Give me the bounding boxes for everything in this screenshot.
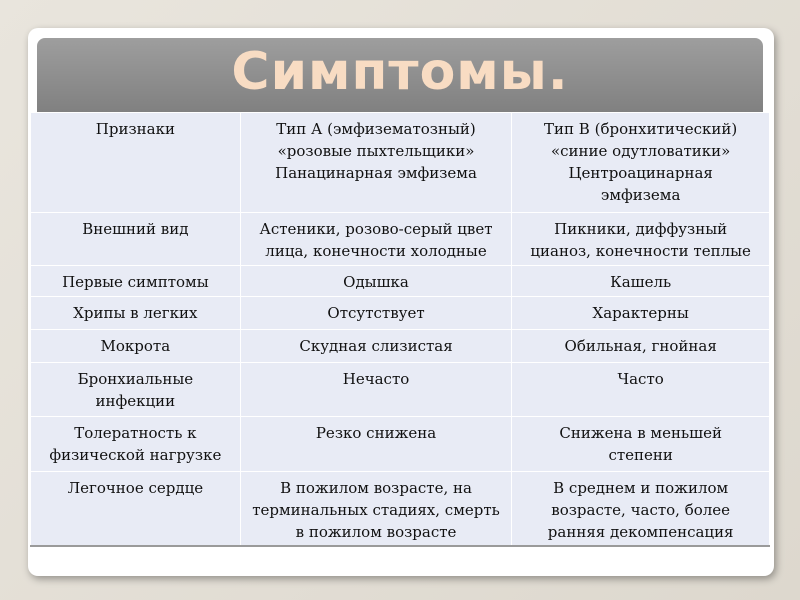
table-cell-col1: Признаки: [31, 113, 241, 213]
table-cell-col3: Обильная, гнойная: [512, 330, 770, 363]
table-cell-col3: Пикники, диффузный цианоз, конечности теплые: [512, 213, 770, 266]
table-cell-col3: Характерны: [512, 297, 770, 330]
table-cell-col2: Отсутствует: [240, 297, 512, 330]
table-cell-col2: Нечасто: [240, 363, 512, 417]
table-cell-col2: В пожилом возрасте, на терминальных стадиях, смерть в пожилом возрасте: [240, 472, 512, 546]
table-cell-col1: Хрипы в легких: [31, 297, 241, 330]
table-cell-col2: Астеники, розово-серый цвет лица, конечности холодные: [240, 213, 512, 266]
table-cell-col3: Снижена в меньшей степени: [512, 417, 770, 472]
table-row: [31, 266, 770, 297]
table-cell-col3: В среднем и пожилом возрасте, часто, более ранняя декомпенсация: [512, 472, 770, 546]
symptoms-table: [30, 112, 770, 546]
table-row: [31, 113, 770, 213]
table-cell-col1: Первые симптомы: [31, 266, 241, 297]
table-cell-col1: Внешний вид: [31, 213, 241, 266]
table-row: [31, 297, 770, 330]
table-bottom-line: [30, 545, 770, 547]
table-row: [31, 213, 770, 266]
table-cell-col1: Мокрота: [31, 330, 241, 363]
table-row: [31, 472, 770, 546]
table-cell-col2: Резко снижена: [240, 417, 512, 472]
table-row: [31, 330, 770, 363]
table-cell-col1: Бронхиальные инфекции: [31, 363, 241, 417]
table-row: [31, 417, 770, 472]
table-row: [31, 363, 770, 417]
table-cell-col1: Толератность к физической нагрузке: [31, 417, 241, 472]
table-cell-col3: Кашель: [512, 266, 770, 297]
table-cell-col3: Тип В (бронхитический) «синие одутловатики» Центроацинарная эмфизема: [512, 113, 770, 213]
table-cell-col1: Легочное сердце: [31, 472, 241, 546]
table-body: [31, 113, 770, 546]
table-cell-col3: Часто: [512, 363, 770, 417]
slide-title: Симптомы.: [231, 42, 569, 102]
table-cell-col2: Одышка: [240, 266, 512, 297]
table-cell-col2: Скудная слизистая: [240, 330, 512, 363]
table-cell-col2: Тип А (эмфизематозный) «розовые пыхтельщики» Панацинарная эмфизема: [240, 113, 512, 213]
